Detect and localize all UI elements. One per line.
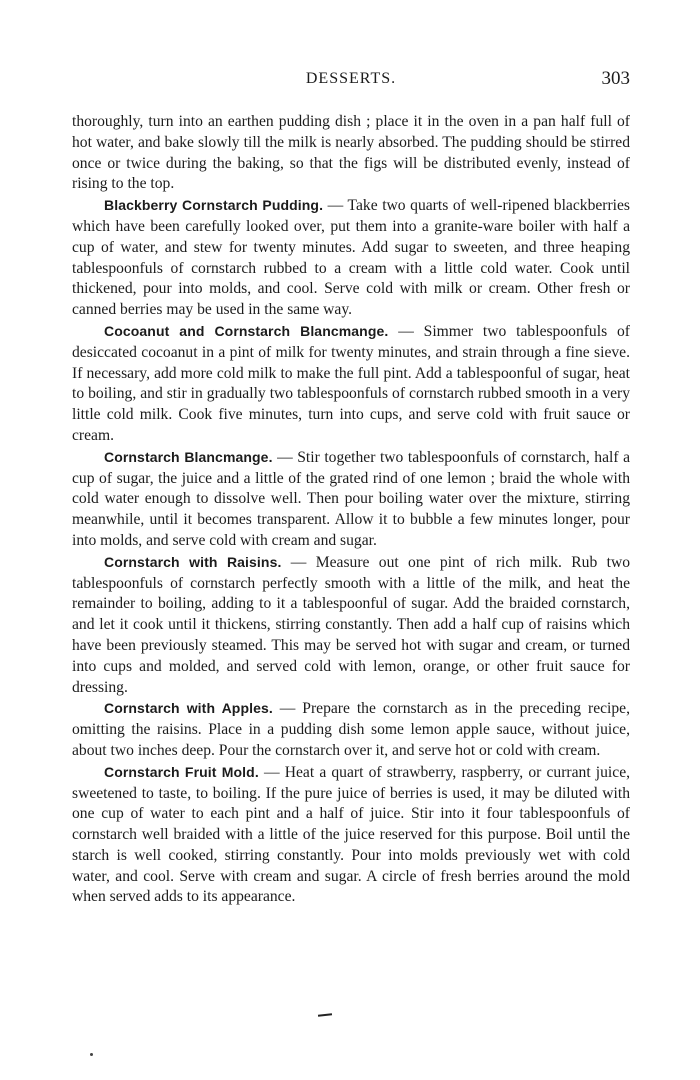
recipe-title: Cornstarch Blancmange.: [104, 448, 273, 465]
recipe-paragraph: [72, 552, 630, 699]
recipe-paragraph: [72, 762, 630, 909]
recipe-paragraph: [72, 321, 630, 447]
running-head: DESSERTS.: [305, 70, 397, 87]
recipe-title: Blackberry Cornstarch Pudding.: [104, 197, 324, 214]
recipe-paragraph: [72, 195, 630, 321]
recipe-title: Cornstarch with Apples.: [104, 700, 273, 717]
page-body: [72, 112, 630, 908]
recipe-paragraph: [72, 698, 630, 761]
ink-speck: [90, 1053, 93, 1056]
recipe-text: — Measure out one pint of rich milk. Rub two tablespoonfuls of cornstarch perfectly smooth with a little of the milk, and heat the remainder to boiling, adding to it a tablespoonful of sugar. Add the braided cornstarch, and let it cook until it thickens, stirring constantly. Then add a half cup of raisins which have been previously steamed. This may be served hot with sugar and cream, or turned into cups and molded, and served cold with lemon, orange, or other fruit sauce for dressing.: [72, 553, 631, 696]
printer-mark: [318, 1013, 332, 1016]
intro-paragraph: thoroughly, turn into an earthen pudding dish ; place it in the oven in a pan half full of hot water, and bake slowly till the milk is nearly absorbed. The pudding should be stirred once or twice during the baking, so that the figs will be distributed evenly, instead of rising to the top.: [72, 113, 630, 193]
recipe-text: — Prepare the cornstarch as in the preceding recipe, omitting the raisins. Place in a pudding dish some lemon apple sauce, without juice, about two inches deep. Pour the cornstarch over it, and serve hot or cold with cream.: [72, 700, 630, 759]
recipe-text: — Take two quarts of well-ripened blackberries which have been carefully looked over, put them into a granite-ware boiler with half a cup of water, and stew for twenty minutes. Add sugar to sweeten, and three heaping tablespoonfuls of cornstarch rubbed to a cream with a little cold water. Cook until thickened, pour into molds, and cool. Serve cold with milk or cream. Other fresh or canned berries may be used in the same way.: [72, 197, 630, 319]
recipe-text: — Heat a quart of strawberry, raspberry, or currant juice, sweetened to taste, to boiling. If the pure juice of berries is used, it may be diluted with one cup of water to each pint and a half of juice. Stir into it four tablespoonfuls of cornstarch well braided with a little of the juice reserved for this purpose. Boil until the starch is well cooked, stirring constantly. Pour into molds previously wet with cold water, and cool. Serve with cream and sugar. A circle of fresh berries around the mold when served adds to its appearance.: [72, 763, 631, 906]
recipe-text: — Simmer two tablespoonfuls of desiccated cocoanut in a pint of milk for twenty minutes, and strain through a fine sieve. If necessary, add more cold milk to make the full pint. Add a tablespoonful of sugar, heat to boiling, and stir in gradually two tablespoonfuls of cornstarch rubbed smooth in a very little cold milk. Cook five minutes, turn into cups, and serve cold with fruit sauce or cream.: [72, 322, 630, 444]
recipe-title: Cornstarch with Raisins.: [104, 553, 282, 570]
recipe-paragraph: [72, 447, 630, 552]
page-number: 303: [601, 68, 630, 89]
recipe-text: — Stir together two tablespoonfuls of cornstarch, half a cup of sugar, the juice and a little of the grated rind of one lemon ; braid the whole with cold water enough to dissolve well. Then pour boiling water over the mixture, stirring meanwhile, until it becomes transparent. Allow it to bubble a few minutes longer, pour into molds, and serve cold with cream and sugar.: [72, 448, 630, 549]
recipe-title: Cocoanut and Cornstarch Blancmange.: [104, 322, 389, 339]
page-header: [72, 68, 630, 92]
recipe-title: Cornstarch Fruit Mold.: [104, 763, 259, 780]
